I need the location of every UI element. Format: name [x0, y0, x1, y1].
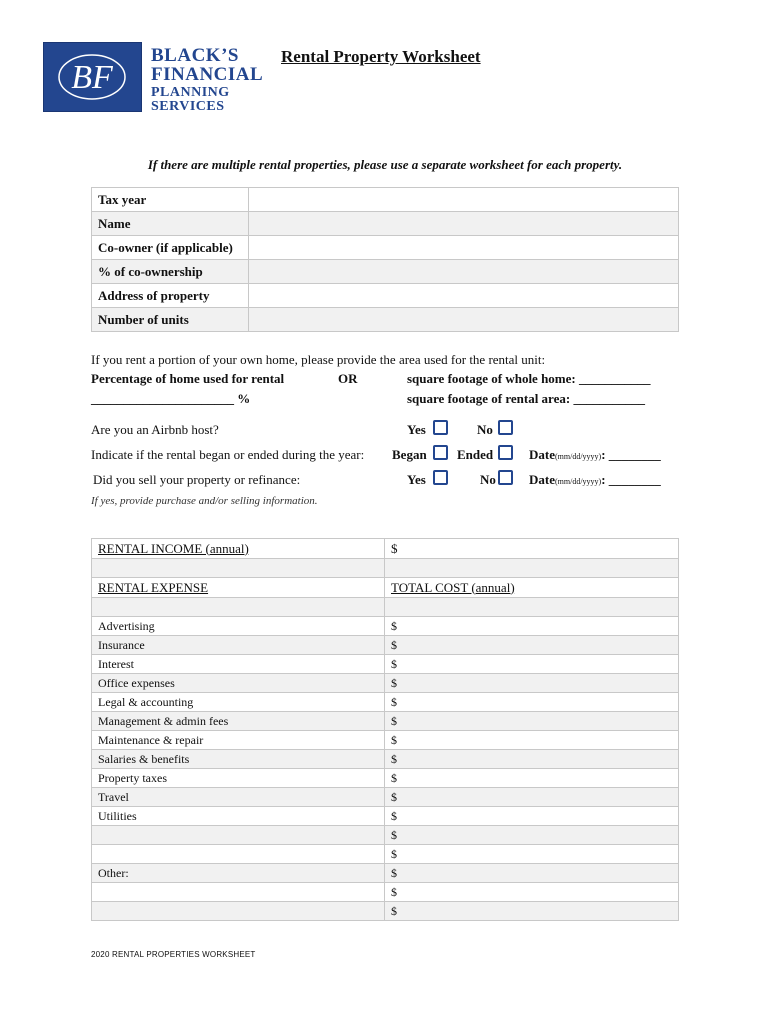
company-logo-mark [43, 42, 142, 112]
logo-line-4: SERVICES [151, 99, 225, 114]
expense-row [92, 864, 679, 883]
expense-row [92, 617, 679, 636]
expense-amount-field[interactable]: $ [385, 845, 679, 864]
expense-amount-field[interactable]: $ [385, 769, 679, 788]
info-row-co-ownership-pct [92, 260, 679, 284]
expense-row [92, 750, 679, 769]
expense-row [92, 712, 679, 731]
sell-no-label: No [480, 472, 496, 487]
info-label: Address of property [92, 284, 249, 308]
expense-amount-field[interactable]: $ [385, 788, 679, 807]
expense-label: Management & admin fees [92, 712, 385, 731]
expense-amount-field[interactable]: $ [385, 826, 679, 845]
expense-amount-field[interactable]: $ [385, 807, 679, 826]
total-cost-header: TOTAL COST (annual) [385, 578, 679, 598]
date-blank: : ________ [601, 447, 661, 462]
logo-line-1: BLACK’S [151, 45, 239, 66]
sell-yes-label: Yes [407, 472, 426, 487]
expense-amount-field[interactable]: $ [385, 750, 679, 769]
company-logo-text [151, 46, 263, 114]
airbnb-no-checkbox[interactable] [498, 420, 513, 435]
began-ended-date-field[interactable] [529, 447, 661, 463]
airbnb-yes-label: Yes [407, 422, 426, 437]
co-ownership-pct-field[interactable] [249, 260, 679, 284]
info-label: Tax year [92, 188, 249, 212]
expense-amount-field[interactable]: $ [385, 636, 679, 655]
expense-label: Property taxes [92, 769, 385, 788]
monogram-icon [44, 43, 141, 111]
expense-row [92, 826, 679, 845]
sell-no-checkbox[interactable] [498, 470, 513, 485]
expense-header-row [92, 578, 679, 598]
info-row-units [92, 308, 679, 332]
expense-label [92, 883, 385, 902]
or-label: OR [338, 371, 358, 386]
monogram-letters: BF [71, 59, 113, 96]
expense-label: Other: [92, 864, 385, 883]
footer-text: 2020 RENTAL PROPERTIES WORKSHEET [91, 950, 256, 959]
expense-label [92, 902, 385, 921]
expense-label: Legal & accounting [92, 693, 385, 712]
expense-label: Salaries & benefits [92, 750, 385, 769]
date-format-hint: (mm/dd/yyyy) [555, 477, 602, 486]
percentage-label: Percentage of home used for rental [91, 371, 285, 386]
logo-line-3: PLANNING [151, 85, 230, 100]
expense-amount-field[interactable]: $ [385, 883, 679, 902]
spacer-row [92, 559, 679, 578]
began-label: Began [392, 447, 427, 462]
airbnb-no-label: No [477, 422, 493, 437]
tax-year-field[interactable] [249, 188, 679, 212]
expense-row [92, 883, 679, 902]
square-footage-whole-field[interactable]: square footage of whole home: ___________ [407, 371, 651, 386]
info-label: Number of units [92, 308, 249, 332]
property-info-table [91, 187, 679, 332]
rental-income-expense-table [91, 538, 679, 921]
info-row-name [92, 212, 679, 236]
expense-label: Maintenance & repair [92, 731, 385, 750]
expense-row [92, 769, 679, 788]
rental-income-row [92, 539, 679, 559]
date-blank: : ________ [601, 472, 661, 487]
purchase-selling-note: If yes, provide purchase and/or selling information. [91, 495, 318, 507]
expense-amount-field[interactable]: $ [385, 902, 679, 921]
airbnb-question: Are you an Airbnb host? [91, 422, 219, 437]
ended-label: Ended [457, 447, 494, 462]
address-field[interactable] [249, 284, 679, 308]
info-row-co-owner [92, 236, 679, 260]
airbnb-yes-checkbox[interactable] [433, 420, 448, 435]
expense-amount-field[interactable]: $ [385, 617, 679, 636]
info-label: Co-owner (if applicable) [92, 236, 249, 260]
page-title: Rental Property Worksheet [281, 47, 481, 66]
square-footage-rental-field[interactable]: square footage of rental area: ___________ [407, 391, 645, 406]
expense-amount-field[interactable]: $ [385, 674, 679, 693]
expense-amount-field[interactable]: $ [385, 731, 679, 750]
units-field[interactable] [249, 308, 679, 332]
began-ended-question: Indicate if the rental began or ended during the year: [91, 447, 365, 462]
instruction-text: If there are multiple rental properties, please use a separate worksheet for each property. [147, 157, 623, 172]
date-format-hint: (mm/dd/yyyy) [555, 452, 602, 461]
spacer-row [92, 598, 679, 617]
expense-label [92, 845, 385, 864]
co-owner-field[interactable] [249, 236, 679, 260]
date-label: Date [529, 447, 555, 462]
expense-row [92, 731, 679, 750]
expense-label: Office expenses [92, 674, 385, 693]
expense-row [92, 636, 679, 655]
date-label: Date [529, 472, 555, 487]
expense-row [92, 807, 679, 826]
expense-row [92, 845, 679, 864]
expense-row [92, 693, 679, 712]
expense-label: Interest [92, 655, 385, 674]
info-label: Name [92, 212, 249, 236]
expense-amount-field[interactable]: $ [385, 712, 679, 731]
expense-label: Advertising [92, 617, 385, 636]
expense-label: Insurance [92, 636, 385, 655]
portion-intro: If you rent a portion of your own home, please provide the area used for the rental unit: [91, 352, 546, 367]
expense-amount-field[interactable]: $ [385, 655, 679, 674]
logo-line-2: FINANCIAL [151, 64, 264, 85]
expense-amount-field[interactable]: $ [385, 864, 679, 883]
expense-row [92, 902, 679, 921]
info-row-tax-year [92, 188, 679, 212]
rental-expense-header: RENTAL EXPENSE [92, 578, 385, 598]
rental-income-field[interactable]: $ [385, 539, 679, 559]
info-row-address [92, 284, 679, 308]
rental-income-label: RENTAL INCOME (annual) [92, 539, 385, 559]
ended-checkbox[interactable] [498, 445, 513, 460]
began-checkbox[interactable] [433, 445, 448, 460]
expense-label [92, 826, 385, 845]
expense-label: Utilities [92, 807, 385, 826]
expense-amount-field[interactable]: $ [385, 693, 679, 712]
expense-row [92, 788, 679, 807]
expense-row [92, 655, 679, 674]
info-label: % of co-ownership [92, 260, 249, 284]
name-field[interactable] [249, 212, 679, 236]
percentage-field[interactable]: ______________________ % [91, 391, 251, 406]
expense-row [92, 674, 679, 693]
expense-label: Travel [92, 788, 385, 807]
sell-question: Did you sell your property or refinance: [93, 472, 301, 487]
sell-yes-checkbox[interactable] [433, 470, 448, 485]
sell-date-field[interactable] [529, 472, 661, 488]
